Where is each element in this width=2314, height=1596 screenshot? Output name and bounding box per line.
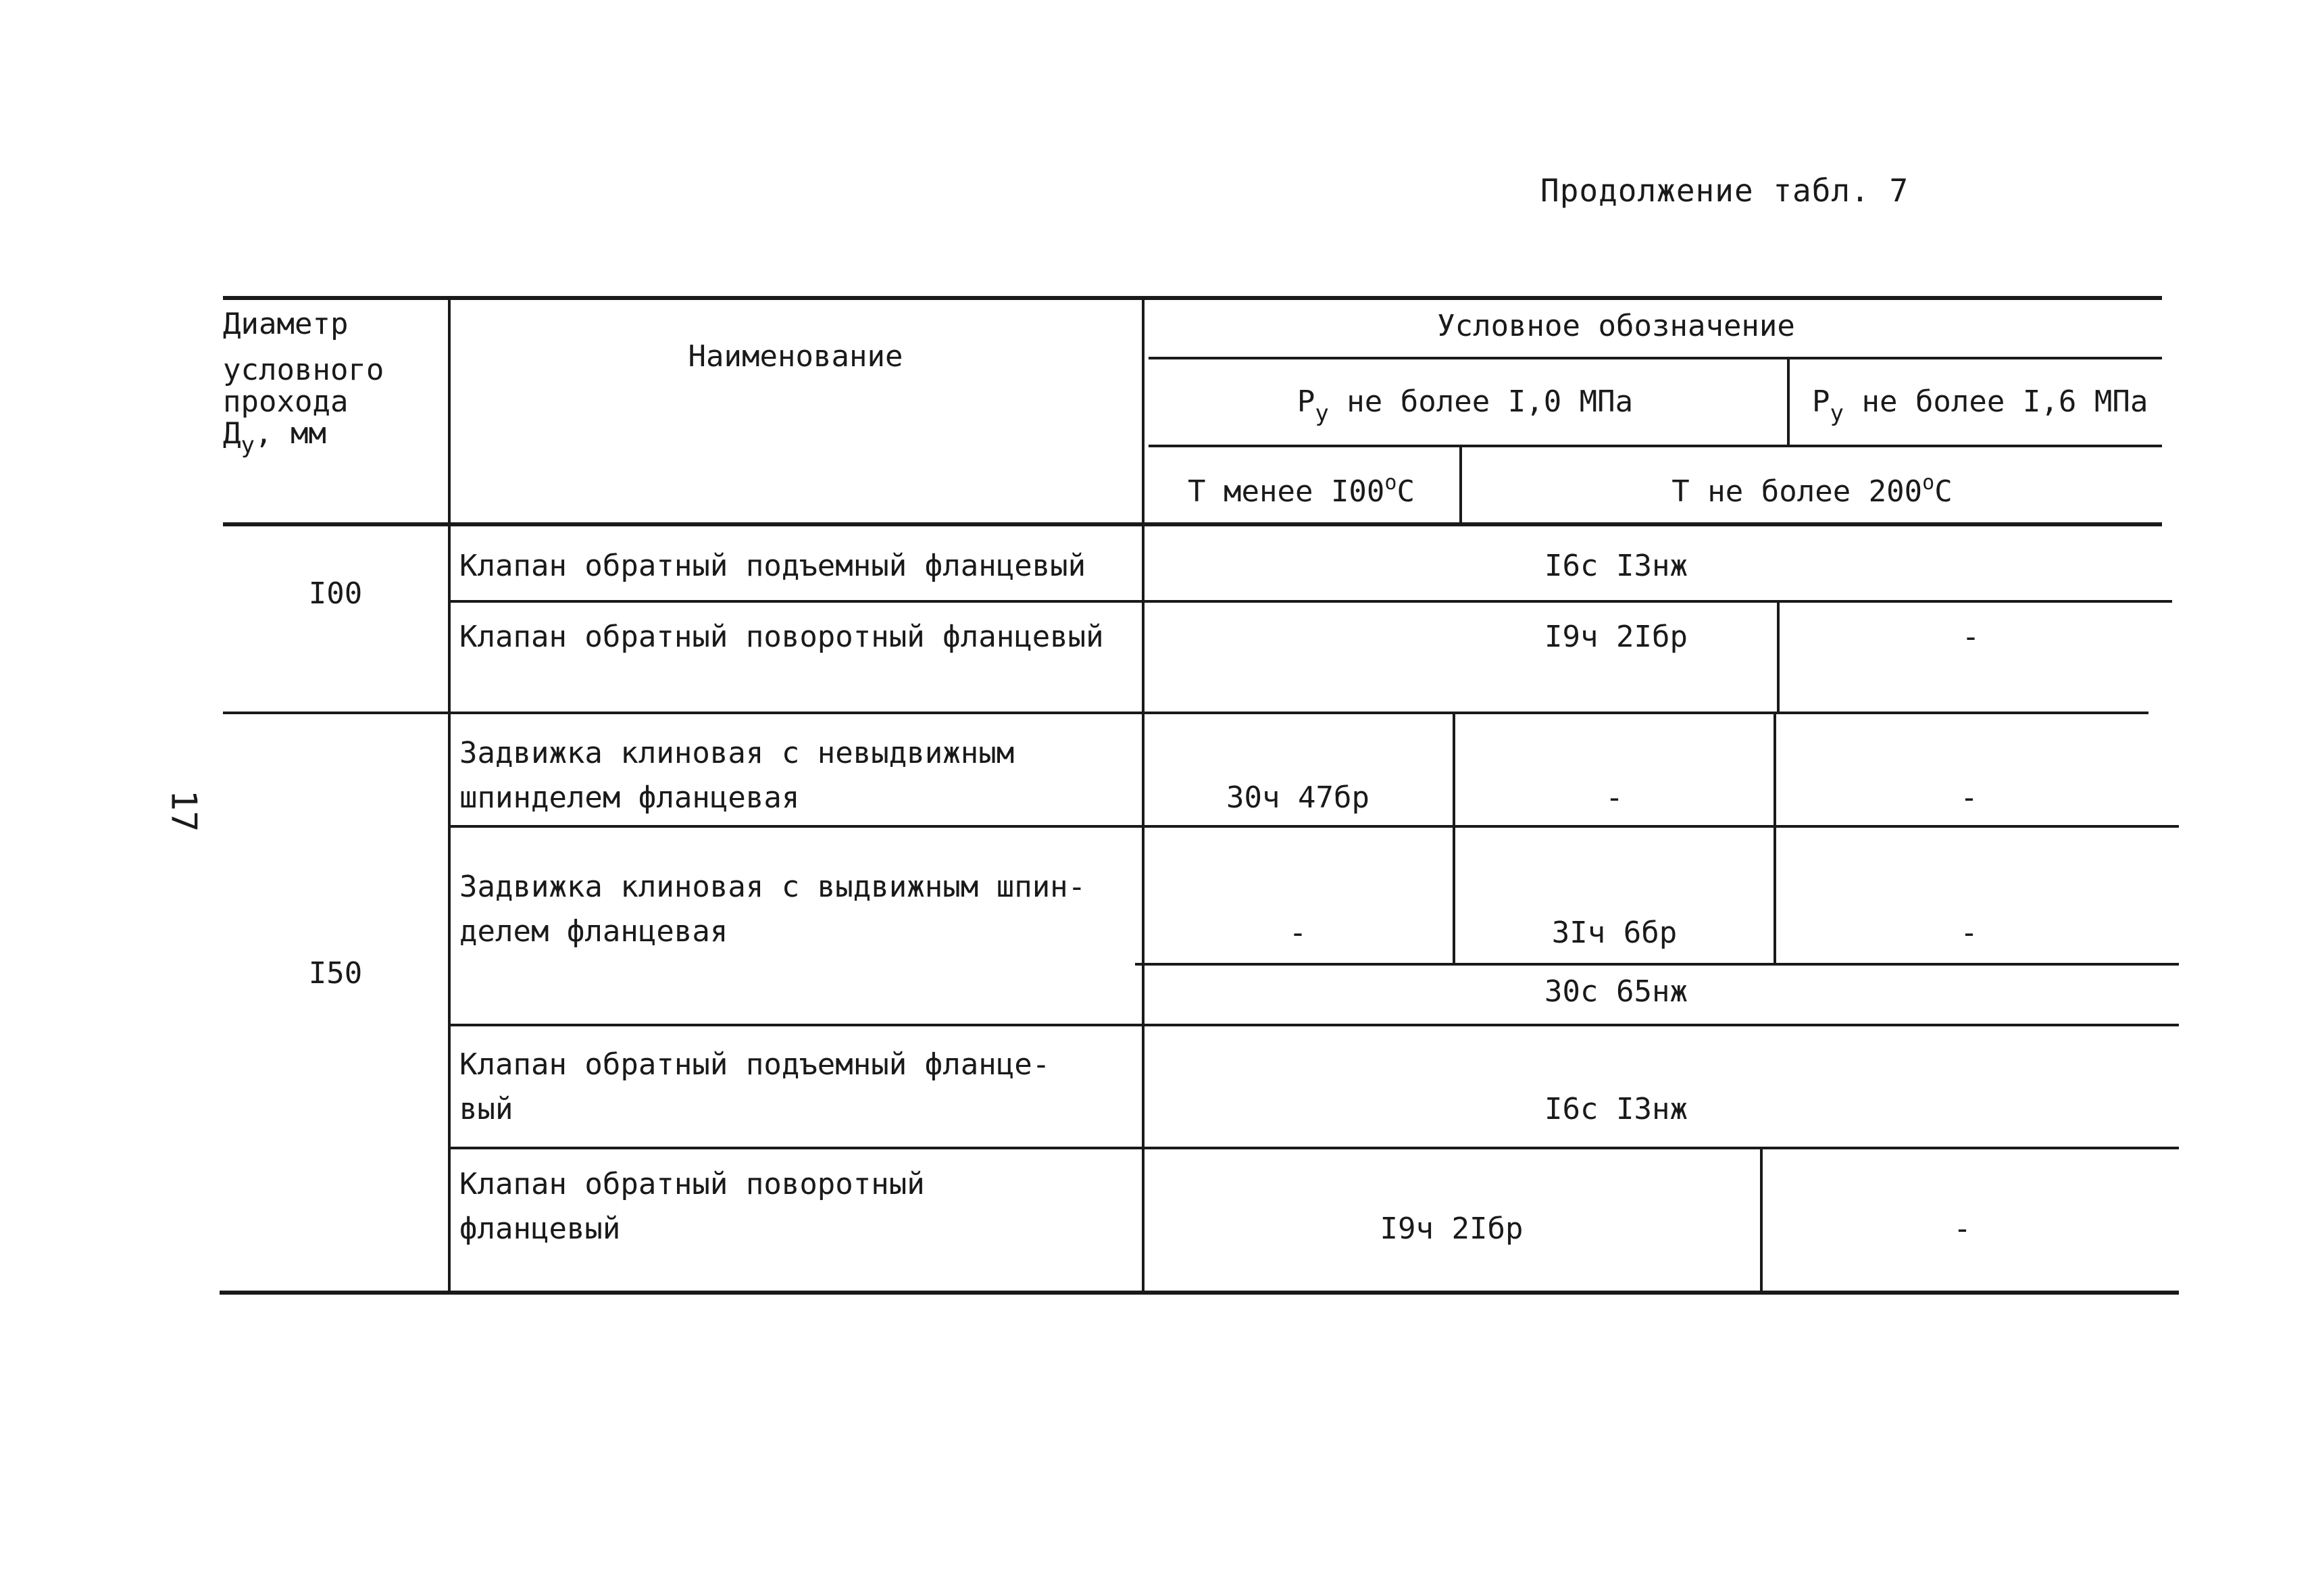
rule-r4: [449, 1024, 2179, 1026]
diameter-label-1: Диаметр: [223, 307, 349, 341]
temp-1-header: [1143, 470, 1459, 518]
temp-1-unit: С: [1397, 474, 1415, 509]
temp-2-text: Т не более 200: [1671, 474, 1923, 509]
diameter-symbol: [223, 414, 326, 459]
row-5-name-line-2: вый: [459, 1092, 513, 1126]
name-header: Наименование: [688, 339, 903, 374]
pressure-2-header: [1812, 380, 2148, 426]
row-4-value-common: 30с 65нж: [1544, 974, 1688, 1009]
row-2-value: I9ч 2Iбр: [1544, 620, 1688, 654]
row-3-value-c: -: [1960, 780, 1978, 815]
diameter-symbol-subscript: у: [241, 432, 255, 459]
row-6-name-line-1: Клапан обратный поворотный: [459, 1167, 925, 1201]
rule-pressure: [1149, 445, 2162, 447]
pressure-2-text: не более I,6 МПа: [1843, 384, 2148, 419]
row-5-value: I6с I3нж: [1544, 1092, 1688, 1126]
rule-header-bottom: [223, 522, 2162, 526]
row-1-name: Клапан обратный подъемный фланцевый: [459, 549, 1086, 583]
pressure-2-subscript: у: [1830, 400, 1844, 427]
row-4-value-c: -: [1960, 916, 1978, 950]
row-3-name-line-2: шпинделем фланцевая: [459, 780, 800, 815]
row-2-name: Клапан обратный поворотный фланцевый: [459, 620, 1104, 654]
diameter-symbol-letter: Д: [223, 416, 241, 451]
row-4-value-a: -: [1288, 916, 1307, 950]
row-6-value-16: -: [1953, 1212, 1971, 1246]
temp-1-text: Т менее I00: [1188, 474, 1385, 509]
row-3-value-b: -: [1605, 780, 1624, 815]
rule-v-diameter: [448, 297, 451, 1292]
temp-2-header: [1462, 470, 2162, 518]
diameter-unit: , мм: [254, 416, 326, 451]
temp-1-degree: о: [1384, 471, 1397, 495]
row-2-value-16: -: [1961, 620, 1980, 654]
temp-2-unit: С: [1934, 474, 1953, 509]
row-5-name-line-1: Клапан обратный подъемный фланце-: [459, 1047, 1051, 1082]
row-6-value: I9ч 2Iбр: [1380, 1212, 1524, 1246]
rule-group-100: [223, 712, 2148, 714]
pressure-1-subscript: у: [1315, 400, 1329, 427]
row-6-name-line-2: фланцевый: [459, 1212, 621, 1246]
table-caption: Продолжение табл. 7: [1540, 172, 1909, 209]
row-3-value-a: 30ч 47бр: [1226, 780, 1369, 815]
rule-r3: [449, 825, 2179, 828]
rule-v-pressure: [1787, 358, 1790, 446]
rule-bottom: [220, 1291, 2179, 1295]
diameter-label-2: условного: [223, 353, 384, 387]
row-3-name-line-1: Задвижка клиновая с невыдвижным: [459, 736, 1015, 770]
diameter-label-3: прохода: [223, 384, 349, 419]
diameter-100: I00: [308, 576, 363, 611]
pressure-1-header: [1143, 380, 1787, 426]
pressure-1-symbol: Р: [1297, 384, 1315, 419]
row-4-name-line-2: делем фланцевая: [459, 914, 728, 949]
pressure-2-symbol: Р: [1812, 384, 1830, 419]
diameter-150: I50: [308, 956, 363, 991]
designation-header: Условное обозначение: [1437, 309, 1795, 343]
rule-r4-split: [1135, 963, 2179, 966]
row-4-name-line-1: Задвижка клиновая с выдвижным шпин-: [459, 870, 1086, 904]
page-number: 17: [163, 789, 204, 832]
row-1-value: I6с I3нж: [1544, 549, 1688, 583]
rule-r5: [449, 1147, 2179, 1149]
pressure-1-text: не более I,0 МПа: [1328, 384, 1634, 419]
rule-top: [223, 296, 2162, 300]
rule-r1: [449, 600, 2172, 603]
row-4-value-b: 3Iч 6бр: [1551, 916, 1678, 950]
rule-designation: [1149, 357, 2162, 359]
temp-2-degree: о: [1922, 471, 1935, 495]
